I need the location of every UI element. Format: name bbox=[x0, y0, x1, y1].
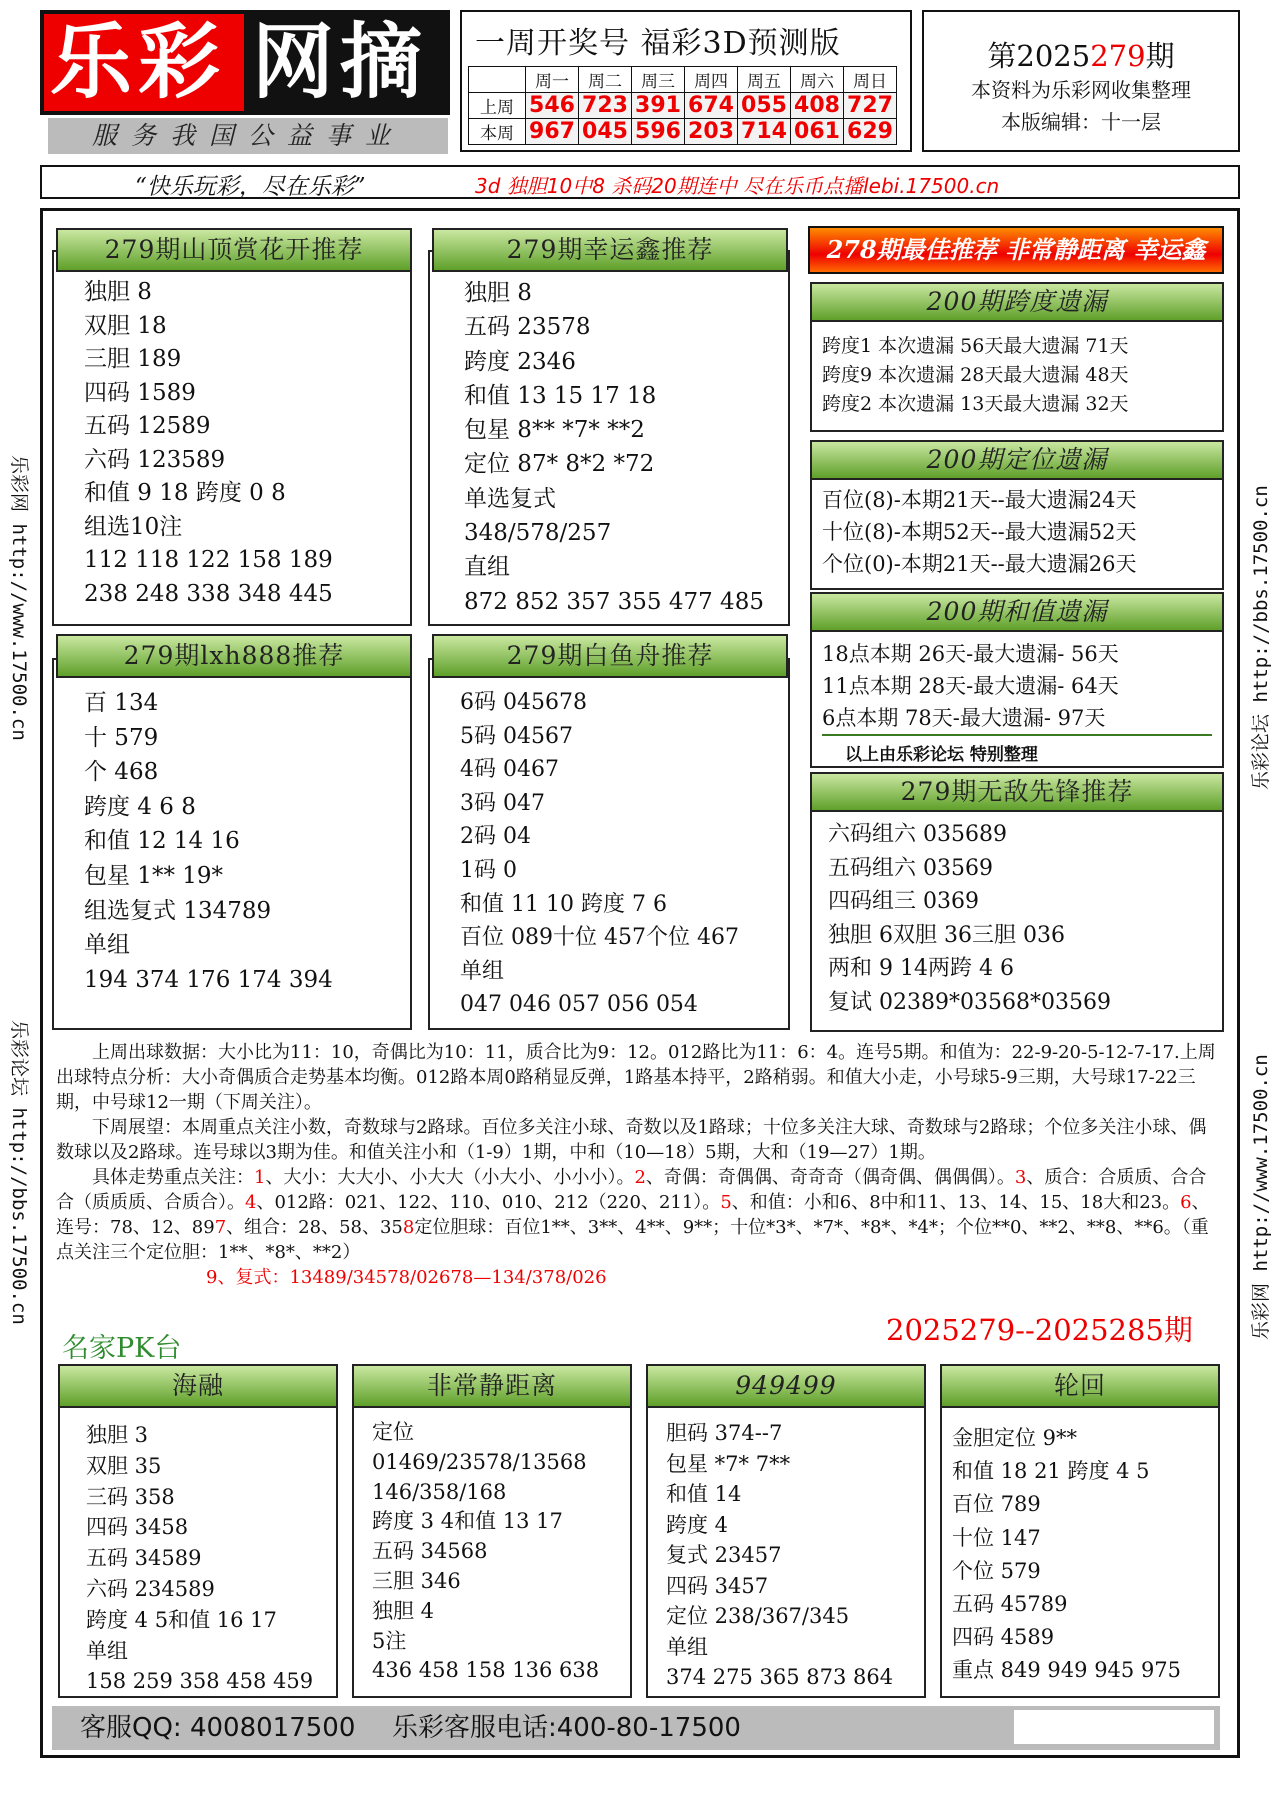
draw-number: 967 bbox=[526, 119, 579, 145]
pk-card-2-title: 非常静距离 bbox=[352, 1364, 632, 1408]
weekly-draw-title: 一周开奖号 福彩3D预测版 bbox=[475, 26, 841, 61]
best-recommend-banner: 278期最佳推荐 非常静距离 幸运鑫 bbox=[808, 226, 1224, 274]
day-header: 周三 bbox=[632, 67, 685, 93]
day-header: 周二 bbox=[579, 67, 632, 93]
draw-number: 203 bbox=[685, 119, 738, 145]
tagline-quote: “快乐玩彩，尽在乐彩” bbox=[135, 174, 366, 200]
panel-3-lines: 百 134 十 579 个 468 跨度 4 6 8 和值 12 14 16 包星 1** 19* 组选复式 134789 单组 194 374 176 174 394 bbox=[84, 690, 333, 993]
pk-card-1-title: 海融 bbox=[58, 1364, 338, 1408]
footer-qq: 客服QQ: 4008017500 bbox=[80, 1713, 356, 1743]
analysis-block bbox=[56, 1040, 1224, 1290]
draw-number: 674 bbox=[685, 93, 738, 119]
logo-slogan: 服务我国公益事业 bbox=[48, 118, 448, 154]
draw-number: 727 bbox=[844, 93, 897, 119]
side-link-right-bottom: 乐彩网 http://www.17500.cn bbox=[1250, 1054, 1272, 1340]
side-link-right-top: 乐彩论坛 http://bbs.17500.cn bbox=[1250, 485, 1272, 790]
logo-text-part2: 网摘 bbox=[252, 15, 429, 110]
footer-phone: 乐彩客服电话:400-80-17500 bbox=[392, 1713, 741, 1743]
position-miss-lines: 百位(8)-本期21天--最大遗漏24天 十位(8)-本期52天--最大遗漏52天 个位(0)-本期21天--最大遗漏26天 bbox=[822, 488, 1137, 576]
span-miss-title: 200期跨度遗漏 bbox=[810, 282, 1224, 322]
analysis-last-week: 上周出球数据：大小比为11：10，奇偶比为10：11，质合比为9：12。012路比为11：6：4。连号5期。和值为：22-9-20-5-12-7-17.上周出球特点分析：大小奇偶质合走势基本均衡。012路本周0路稍显反弹，1路基本持平，2路稍弱。和值大小走，小号球5-9三期，大号球17-22三期，中号球12一期（下周关注）。 bbox=[56, 1042, 1216, 1113]
panel-3-title: 279期lxh888推荐 bbox=[56, 634, 412, 678]
analysis-next-week: 下周展望：本周重点关注小数，奇数球与2路球。百位多关注小球、奇数以及1路球；十位多关注大球、奇数球与2路球；个位多关注小球、偶数球以及2路球。连号球以3期为佳。和值关注小和（1-9）1期，中和（10—18）5期，大和（19—27）1期。 bbox=[56, 1117, 1207, 1163]
pk-card-4-lines: 金胆定位 9** 和值 18 21 跨度 4 5 百位 789 十位 147 个位 579 五码 45789 四码 4589 重点 849 949 945 975 bbox=[952, 1426, 1182, 1683]
analysis-compound: 9、复式：13489/34578/02678—134/378/026 bbox=[206, 1267, 607, 1288]
span-miss-lines: 跨度1 本次遗漏 56天最大遗漏 71天 跨度9 本次遗漏 28天最大遗漏 48天 跨度2 本次遗漏 13天最大遗漏 32天 bbox=[822, 335, 1129, 415]
panel-5-lines: 六码组六 035689 五码组六 03569 四码组三 0369 独胆 6双胆 36三胆 036 两和 9 14两跨 4 6 复试 02389*03568*03569 bbox=[828, 822, 1111, 1015]
draw-number: 629 bbox=[844, 119, 897, 145]
day-header: 周六 bbox=[791, 67, 844, 93]
pk-card-3-title: 949499 bbox=[646, 1364, 926, 1408]
pk-card-3-lines: 胆码 374--7 包星 *7* 7** 和值 14 跨度 4 复式 23457 四码 3457 定位 238/367/345 单组 374 275 365 873 864 bbox=[666, 1421, 894, 1689]
pk-card-2-lines: 定位 01469/23578/13568 146/358/168 跨度 3 4和值 13 17 五码 34568 三胆 346 独胆 4 5注 436 458 158 136 638 bbox=[372, 1420, 600, 1683]
last-week-label: 上周 bbox=[469, 93, 526, 119]
pk-title: 名家PK台 bbox=[62, 1333, 182, 1364]
draw-number: 596 bbox=[632, 119, 685, 145]
sum-miss-title: 200期和值遗漏 bbox=[810, 592, 1224, 632]
logo-text-part1: 乐彩 bbox=[50, 15, 227, 110]
panel-1-lines: 独胆 8 双胆 18 三胆 189 四码 1589 五码 12589 六码 123589 和值 9 18 跨度 0 8 组选10注 112 118 122 158 189 238 248 338 348 445 bbox=[84, 279, 333, 607]
issue-range: 2025279--2025285期 bbox=[886, 1313, 1193, 1347]
panel-5-title: 279期无敌先锋推荐 bbox=[810, 772, 1224, 812]
panel-4-lines: 6码 045678 5码 04567 4码 0467 3码 047 2码 04 1码 0 和值 11 10 跨度 7 6 百位 089十位 457个位 467 单组 047 046 057 056 054 bbox=[460, 690, 739, 1018]
draw-number: 714 bbox=[738, 119, 791, 145]
tagline-promo: 3d 独胆10中8 杀码20期连中 尽在乐币点播lebi.17500.cn bbox=[475, 174, 1000, 198]
footer-blank-box bbox=[1014, 1710, 1214, 1744]
draw-number: 723 bbox=[579, 93, 632, 119]
issue-source-note: 本资料为乐彩网收集整理 bbox=[971, 78, 1191, 102]
position-miss-title: 200期定位遗漏 bbox=[810, 440, 1224, 480]
panel-1-title: 279期山顶赏花开推荐 bbox=[56, 228, 412, 272]
side-link-left-bottom: 乐彩论坛 http://bbs.17500.cn bbox=[8, 1020, 30, 1325]
day-header: 周一 bbox=[526, 67, 579, 93]
draw-number: 546 bbox=[526, 93, 579, 119]
draw-number: 408 bbox=[791, 93, 844, 119]
issue-editor: 本版编辑：十一层 bbox=[1001, 110, 1161, 134]
draw-number: 061 bbox=[791, 119, 844, 145]
pk-card-1-lines: 独胆 3 双胆 35 三码 358 四码 3458 五码 34589 六码 234589 跨度 4 5和值 16 17 单组 158 259 358 458 459 bbox=[86, 1423, 314, 1694]
draw-number: 045 bbox=[579, 119, 632, 145]
pk-card-4-title: 轮回 bbox=[940, 1364, 1220, 1408]
draw-number: 391 bbox=[632, 93, 685, 119]
day-header: 周五 bbox=[738, 67, 791, 93]
panel-2-lines: 独胆 8 五码 23578 跨度 2346 和值 13 15 17 18 包星 8** *7* **2 定位 87* 8*2 *72 单选复式 348/578/257 直组 872 852 357 355 477 485 bbox=[464, 280, 764, 615]
sum-miss-divider bbox=[822, 734, 1212, 736]
day-header: 周日 bbox=[844, 67, 897, 93]
sum-miss-note: 以上由乐彩论坛 特别整理 bbox=[845, 745, 1038, 765]
day-header: 周四 bbox=[685, 67, 738, 93]
side-link-left-top: 乐彩网 http://www.17500.cn bbox=[8, 455, 30, 741]
panel-2-title: 279期幸运鑫推荐 bbox=[432, 228, 788, 272]
analysis-focus: 具体走势重点关注：1、大小：大大小、小大大（小大小、小小小）。2、奇偶：奇偶偶、奇奇奇（偶奇偶、偶偶偶）。3、质合：合质质、合合合（质质质、合质合）。4、012路：021、122、110、010、212（220、211）。5、和值：小和6、8中和11、13、14、15、18大和23。6、连号：78、12、897、组合：28、58、358定位胆球：百位1**、3**、4**、9**；十位*3*、*7*、*8*、*4*；个位**0、**2、**8、**6。（重点关注三个定位胆：1**、*8*、**2） bbox=[56, 1167, 1210, 1263]
panel-4-title: 279期白鱼舟推荐 bbox=[432, 634, 788, 678]
draw-number: 055 bbox=[738, 93, 791, 119]
weekly-draw-table bbox=[468, 66, 897, 145]
sum-miss-lines: 18点本期 26天-最大遗漏- 56天 11点本期 28天-最大遗漏- 64天 6点本期 78天-最大遗漏- 97天 bbox=[822, 642, 1119, 730]
this-week-label: 本周 bbox=[469, 119, 526, 145]
issue-title: 第2025279期 bbox=[987, 39, 1175, 73]
